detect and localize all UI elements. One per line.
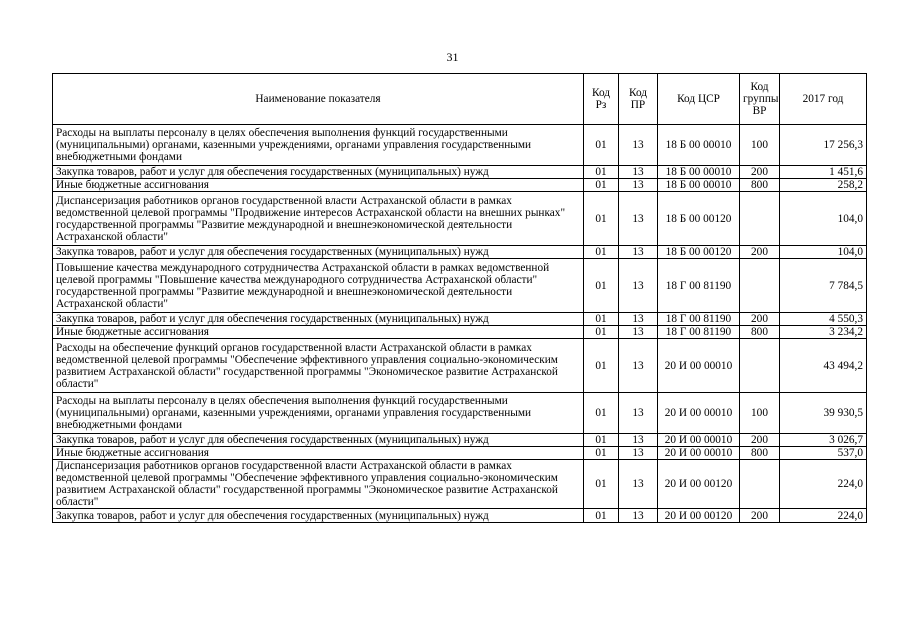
table-row xyxy=(53,259,867,313)
cell-amount: 17 256,3 xyxy=(780,125,867,166)
cell-amount: 4 550,3 xyxy=(780,313,867,326)
cell-csr: 20 И 00 00010 xyxy=(658,339,740,393)
cell-name: Повышение качества международного сотрудничества Астраханской области в рамках ведомственной целевой программы "Повышение качества международного сотрудничества Астраханской области" государственной программы "Развитие международной и внешнеэкономической деятельности Астраханской области" xyxy=(53,259,584,313)
cell-vr xyxy=(740,460,780,509)
cell-vr xyxy=(740,259,780,313)
cell-amount: 3 026,7 xyxy=(780,434,867,447)
cell-name: Закупка товаров, работ и услуг для обеспечения государственных (муниципальных) нужд xyxy=(53,166,584,179)
cell-pr: 13 xyxy=(619,313,658,326)
cell-rz: 01 xyxy=(584,447,619,460)
cell-vr: 800 xyxy=(740,447,780,460)
table-row xyxy=(53,192,867,246)
cell-csr: 20 И 00 00120 xyxy=(658,460,740,509)
cell-csr: 18 Г 00 81190 xyxy=(658,259,740,313)
cell-vr: 800 xyxy=(740,179,780,192)
cell-csr: 20 И 00 00010 xyxy=(658,434,740,447)
cell-name: Расходы на выплаты персоналу в целях обеспечения выполнения функций государственными (муниципальными) органами, казенными учреждениями, органами управления государственными внебюджетными фондами xyxy=(53,125,584,166)
table-row xyxy=(53,393,867,434)
cell-vr: 100 xyxy=(740,125,780,166)
cell-pr: 13 xyxy=(619,192,658,246)
cell-rz: 01 xyxy=(584,509,619,523)
cell-name: Закупка товаров, работ и услуг для обеспечения государственных (муниципальных) нужд xyxy=(53,434,584,447)
cell-amount: 537,0 xyxy=(780,447,867,460)
cell-pr: 13 xyxy=(619,246,658,259)
cell-name: Иные бюджетные ассигнования xyxy=(53,179,584,192)
cell-vr xyxy=(740,339,780,393)
table-row xyxy=(53,447,867,460)
cell-rz: 01 xyxy=(584,434,619,447)
cell-name: Закупка товаров, работ и услуг для обеспечения государственных (муниципальных) нужд xyxy=(53,313,584,326)
table-header-row xyxy=(53,74,867,125)
page-number: 31 xyxy=(446,50,459,64)
cell-name: Закупка товаров, работ и услуг для обеспечения государственных (муниципальных) нужд xyxy=(53,509,584,523)
cell-csr: 20 И 00 00120 xyxy=(658,509,740,523)
cell-vr: 200 xyxy=(740,246,780,259)
cell-rz: 01 xyxy=(584,179,619,192)
cell-amount: 39 930,5 xyxy=(780,393,867,434)
cell-vr: 200 xyxy=(740,313,780,326)
table-row xyxy=(53,313,867,326)
cell-pr: 13 xyxy=(619,509,658,523)
cell-vr: 200 xyxy=(740,166,780,179)
cell-amount: 7 784,5 xyxy=(780,259,867,313)
cell-amount: 104,0 xyxy=(780,192,867,246)
cell-vr xyxy=(740,192,780,246)
cell-pr: 13 xyxy=(619,460,658,509)
cell-csr: 18 Б 00 00120 xyxy=(658,246,740,259)
cell-pr: 13 xyxy=(619,179,658,192)
cell-name: Диспансеризация работников органов государственной власти Астраханской области в рамках ведомственной целевой программы "Продвижение интересов Астраханской области на внешних рынках" государственной программы "Развитие международной и внешнеэкономической деятельности Астраханской области" xyxy=(53,192,584,246)
cell-pr: 13 xyxy=(619,259,658,313)
cell-pr: 13 xyxy=(619,447,658,460)
table-row xyxy=(53,339,867,393)
cell-amount: 104,0 xyxy=(780,246,867,259)
cell-name: Иные бюджетные ассигнования xyxy=(53,326,584,339)
cell-rz: 01 xyxy=(584,259,619,313)
cell-csr: 18 Б 00 00010 xyxy=(658,179,740,192)
header-vr: Код группы ВР xyxy=(740,74,780,125)
cell-csr: 18 Г 00 81190 xyxy=(658,326,740,339)
table-row xyxy=(53,246,867,259)
cell-name: Диспансеризация работников органов государственной власти Астраханской области в рамках ведомственной целевой программы "Обеспечение эффективного управления социально-экономическим развитием Астраханской области" государственной программы "Экономическое развитие Астраханской области" xyxy=(53,460,584,509)
header-name: Наименование показателя xyxy=(53,74,584,125)
cell-pr: 13 xyxy=(619,393,658,434)
cell-csr: 20 И 00 00010 xyxy=(658,447,740,460)
cell-name: Закупка товаров, работ и услуг для обеспечения государственных (муниципальных) нужд xyxy=(53,246,584,259)
cell-rz: 01 xyxy=(584,125,619,166)
cell-amount: 1 451,6 xyxy=(780,166,867,179)
cell-amount: 224,0 xyxy=(780,460,867,509)
budget-table xyxy=(52,73,867,523)
cell-csr: 18 Б 00 00010 xyxy=(658,125,740,166)
cell-rz: 01 xyxy=(584,246,619,259)
cell-amount: 258,2 xyxy=(780,179,867,192)
table-row xyxy=(53,166,867,179)
cell-pr: 13 xyxy=(619,125,658,166)
cell-vr: 800 xyxy=(740,326,780,339)
table-body xyxy=(53,125,867,523)
cell-amount: 3 234,2 xyxy=(780,326,867,339)
header-year: 2017 год xyxy=(780,74,867,125)
cell-name: Расходы на выплаты персоналу в целях обеспечения выполнения функций государственными (муниципальными) органами, казенными учреждениями, органами управления государственными внебюджетными фондами xyxy=(53,393,584,434)
table-row xyxy=(53,125,867,166)
table-row xyxy=(53,434,867,447)
table-row xyxy=(53,460,867,509)
cell-rz: 01 xyxy=(584,393,619,434)
cell-rz: 01 xyxy=(584,339,619,393)
cell-rz: 01 xyxy=(584,166,619,179)
cell-rz: 01 xyxy=(584,192,619,246)
cell-vr: 200 xyxy=(740,434,780,447)
cell-amount: 43 494,2 xyxy=(780,339,867,393)
cell-rz: 01 xyxy=(584,460,619,509)
header-pr: Код ПР xyxy=(619,74,658,125)
cell-csr: 18 Г 00 81190 xyxy=(658,313,740,326)
cell-amount: 224,0 xyxy=(780,509,867,523)
cell-csr: 18 Б 00 00010 xyxy=(658,166,740,179)
cell-pr: 13 xyxy=(619,339,658,393)
table-row xyxy=(53,179,867,192)
cell-csr: 20 И 00 00010 xyxy=(658,393,740,434)
cell-name: Расходы на обеспечение функций органов государственной власти Астраханской области в рамках ведомственной целевой программы "Обеспечение эффективного управления социально-экономическим развитием Астраханской области" государственной программы "Экономическое развитие Астраханской области" xyxy=(53,339,584,393)
cell-rz: 01 xyxy=(584,326,619,339)
table-row xyxy=(53,326,867,339)
cell-rz: 01 xyxy=(584,313,619,326)
header-csr: Код ЦСР xyxy=(658,74,740,125)
cell-vr: 100 xyxy=(740,393,780,434)
cell-vr: 200 xyxy=(740,509,780,523)
cell-name: Иные бюджетные ассигнования xyxy=(53,447,584,460)
cell-pr: 13 xyxy=(619,434,658,447)
cell-csr: 18 Б 00 00120 xyxy=(658,192,740,246)
cell-pr: 13 xyxy=(619,166,658,179)
cell-pr: 13 xyxy=(619,326,658,339)
table-row xyxy=(53,509,867,523)
header-rz: Код Рз xyxy=(584,74,619,125)
